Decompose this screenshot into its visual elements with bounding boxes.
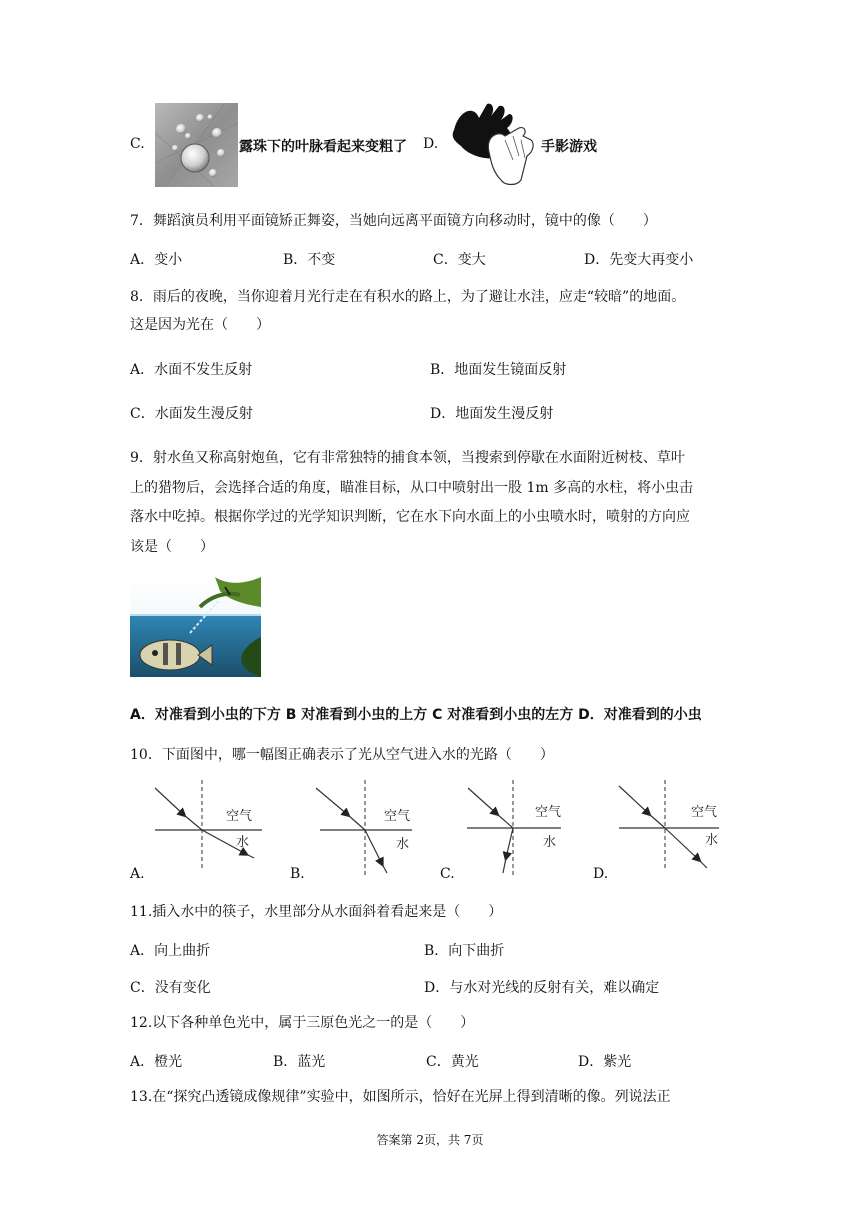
refraction-diagram-c [463, 780, 573, 880]
q11-option-a: A．向上曲折 [130, 943, 211, 959]
q10-stem: 10．下面图中，哪一幅图正确表示了光从空气进入水的光路（ ） [130, 747, 554, 763]
q8-option-c: C．水面发生漫反射 [130, 406, 253, 422]
q7-option-c: C．变大 [433, 252, 486, 268]
q9-stem-line2: 上的猎物后，会选择合适的角度，瞄准目标，从口中喷射出一股 1m 多高的水柱，将小虫击 [130, 480, 694, 496]
q7-option-d: D．先变大再变小 [584, 252, 694, 268]
q11-option-c: C．没有变化 [130, 980, 211, 996]
q6-option-c-text: 露珠下的叶脉看起来变粗了 [239, 139, 407, 155]
diagram-c-air-label: 空气 [535, 805, 562, 820]
q8-option-b: B．地面发生镜面反射 [430, 362, 567, 378]
q12-stem: 12.以下各种单色光中，属于三原色光之一的是（ ） [130, 1015, 475, 1031]
q6-option-c-letter: C. [130, 136, 145, 152]
q11-stem: 11.插入水中的筷子，水里部分从水面斜着看起来是（ ） [130, 904, 503, 920]
diagram-d-water-label: 水 [705, 833, 719, 848]
q9-options-line: A．对准看到小虫的下方 B 对准看到小虫的上方 C 对准看到小虫的左方 D．对准看到的小虫 [130, 707, 702, 723]
q10-option-c: C. [440, 866, 455, 882]
q8-stem-line2: 这是因为光在（ ） [130, 317, 270, 333]
q10-option-b: B. [290, 866, 305, 882]
q6-option-d-text: 手影游戏 [541, 139, 597, 155]
refraction-diagram-a [150, 780, 270, 870]
hand-shadow-image [449, 100, 539, 188]
refraction-diagram-d [615, 780, 725, 875]
q12-option-c: C．黄光 [426, 1054, 479, 1070]
refraction-diagram-b [312, 780, 422, 880]
q10-option-a: A. [130, 866, 145, 882]
q8-option-d: D．地面发生漫反射 [430, 406, 554, 422]
page-footer: 答案第 2页，共 7页 [376, 1133, 484, 1147]
q7-option-a: A．变小 [130, 252, 183, 268]
q9-stem-line4: 该是（ ） [130, 539, 214, 555]
dewdrop-leaf-image [155, 103, 238, 187]
q7-option-b: B．不变 [283, 252, 336, 268]
diagram-c-water-label: 水 [543, 835, 557, 850]
q13-stem: 13.在“探究凸透镜成像规律”实验中，如图所示，恰好在光屏上得到清晰的像。列说法正 [130, 1089, 671, 1105]
q9-stem-line1: 9．射水鱼又称高射炮鱼，它有非常独特的捕食本领，当搜索到停歇在水面附近树枝、草叶 [130, 450, 685, 466]
q8-stem-line1: 8．雨后的夜晚，当你迎着月光行走在有积水的路上，为了避让水洼，应走“较暗”的地面。 [130, 289, 686, 305]
diagram-b-water-label: 水 [396, 837, 410, 852]
diagram-b-air-label: 空气 [384, 809, 411, 824]
q8-option-a: A．水面不发生反射 [130, 362, 253, 378]
diagram-a-air-label: 空气 [226, 809, 253, 824]
q11-option-d: D．与水对光线的反射有关，难以确定 [424, 980, 660, 996]
archerfish-image [130, 577, 261, 677]
q9-stem-line3: 落水中吃掉。根据你学过的光学知识判断，它在水下向水面上的小虫喷水时，喷射的方向应 [130, 509, 690, 525]
q10-option-d: D. [593, 866, 609, 882]
q12-option-d: D．紫光 [578, 1054, 632, 1070]
diagram-a-water-label: 水 [236, 835, 250, 850]
q6-option-d-letter: D. [423, 136, 439, 152]
q11-option-b: B．向下曲折 [424, 943, 505, 959]
diagram-d-air-label: 空气 [691, 805, 718, 820]
q12-option-b: B．蓝光 [273, 1054, 326, 1070]
q7-stem: 7．舞蹈演员利用平面镜矫正舞姿，当她向远离平面镜方向移动时，镜中的像（ ） [130, 213, 657, 229]
q12-option-a: A．橙光 [130, 1054, 183, 1070]
